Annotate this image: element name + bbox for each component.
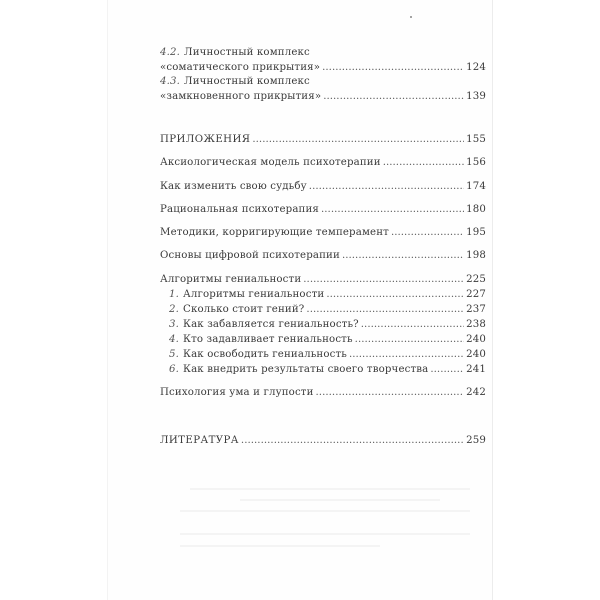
dot-leader <box>306 302 464 317</box>
toc-subentry[interactable] <box>169 287 486 302</box>
page-number: 174 <box>466 181 486 192</box>
toc-entry[interactable] <box>160 248 486 263</box>
subentry-number: 5. <box>169 349 180 360</box>
entry-title-line2: «замкновенного прикрытия» <box>160 91 322 102</box>
section-number: 4.2. <box>160 47 181 58</box>
entry-title: ПРИЛОЖЕНИЯ <box>160 134 251 145</box>
entry-title: Психология ума и глупости <box>160 387 314 398</box>
subentry-number: 2. <box>169 304 180 315</box>
entry-title: Кто задавливает гениальность <box>183 334 353 345</box>
dot-leader <box>391 225 464 240</box>
entry-title: Как забавляется гениальность? <box>183 319 359 330</box>
dot-leader <box>252 132 464 147</box>
toc-subentry[interactable] <box>169 332 486 347</box>
page-number: 237 <box>466 304 486 315</box>
toc-entry[interactable] <box>160 202 486 217</box>
dot-leader <box>323 89 464 104</box>
page-number: 240 <box>466 349 486 360</box>
page-number: 155 <box>466 134 486 145</box>
bleed-through <box>190 488 470 490</box>
dot-leader <box>342 248 464 263</box>
page-number: 240 <box>466 334 486 345</box>
entry-title: ЛИТЕРАТУРА <box>160 435 239 446</box>
entry-title: Как внедрить результаты своего творчества <box>183 364 429 375</box>
page-number: 242 <box>466 387 486 398</box>
bleed-through <box>180 533 470 535</box>
entry-title: Алгоритмы гениальности <box>160 274 302 285</box>
page-number: 124 <box>466 62 486 73</box>
dot-leader <box>241 433 464 448</box>
dot-leader <box>430 362 464 377</box>
toc-entry[interactable] <box>160 155 486 170</box>
dot-leader <box>361 317 464 332</box>
page-number: 156 <box>466 157 486 168</box>
entry-title: Сколько стоит гений? <box>183 304 305 315</box>
dot-leader <box>303 272 464 287</box>
dot-leader <box>383 155 464 170</box>
subentry-number: 6. <box>169 364 180 375</box>
toc-entry[interactable] <box>160 385 486 400</box>
bleed-through <box>240 499 440 501</box>
toc-entry-literature[interactable] <box>160 433 486 448</box>
toc-subentry[interactable] <box>169 317 486 332</box>
dot-leader <box>309 179 464 194</box>
subentry-number: 4. <box>169 334 180 345</box>
page-number: 195 <box>466 227 486 238</box>
toc-subentry[interactable] <box>169 347 486 362</box>
dot-leader <box>349 347 464 362</box>
entry-title: Рациональная психотерапия <box>160 204 319 215</box>
entry-title-line1: Личностный комплекс <box>184 76 310 87</box>
page-number: 259 <box>466 435 486 446</box>
print-speck <box>410 16 412 18</box>
bleed-through <box>180 545 380 547</box>
toc-entry-appendix[interactable] <box>160 132 486 147</box>
dot-leader <box>321 202 464 217</box>
entry-title: Алгоритмы гениальности <box>183 289 325 300</box>
dot-leader <box>316 385 465 400</box>
toc-entry[interactable] <box>160 225 486 240</box>
entry-title: Аксиологическая модель психотерапии <box>160 157 381 168</box>
page-number: 238 <box>466 319 486 330</box>
page-number: 241 <box>466 364 486 375</box>
subentry-number: 3. <box>169 319 180 330</box>
toc-entry-4-3[interactable] <box>160 74 486 104</box>
page-number: 198 <box>466 250 486 261</box>
entry-title-line1: Личностный комплекс <box>184 47 310 58</box>
entry-title: Методики, корригирующие темперамент <box>160 227 389 238</box>
page-number: 225 <box>466 274 486 285</box>
entry-title: Как освободить гениальность <box>183 349 347 360</box>
bleed-through <box>180 510 470 512</box>
entry-title: Основы цифровой психотерапии <box>160 250 340 261</box>
page-number: 180 <box>466 204 486 215</box>
dot-leader <box>322 60 464 75</box>
page-number: 139 <box>466 91 486 102</box>
section-number: 4.3. <box>160 76 181 87</box>
dot-leader <box>355 332 464 347</box>
toc-entry[interactable] <box>160 272 486 287</box>
subentry-number: 1. <box>169 289 180 300</box>
entry-title-line2: «соматического прикрытия» <box>160 62 321 73</box>
toc-entry[interactable] <box>160 179 486 194</box>
dot-leader <box>326 287 464 302</box>
entry-title: Как изменить свою судьбу <box>160 181 307 192</box>
toc-subentry[interactable] <box>169 362 486 377</box>
page-number: 227 <box>466 289 486 300</box>
toc-entry-4-2[interactable] <box>160 45 486 75</box>
toc-subentry[interactable] <box>169 302 486 317</box>
